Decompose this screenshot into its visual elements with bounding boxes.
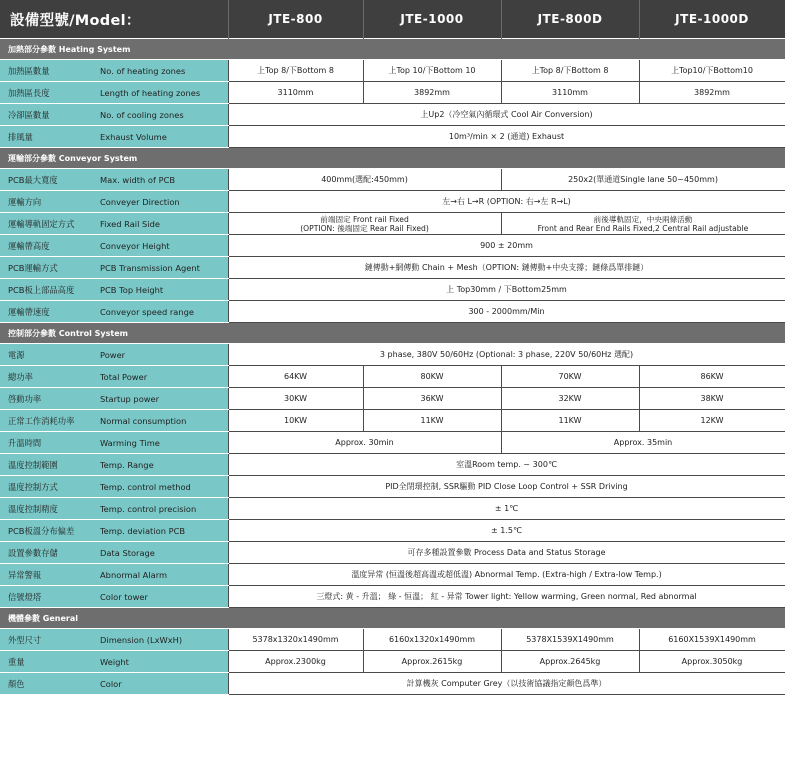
spec-row — [0, 213, 785, 235]
spec-row — [0, 542, 785, 564]
spec-value: 上Top 10/下Bottom 10 — [363, 60, 501, 82]
spec-value: 三燈式: 黄 - 升溫； 綠 - 恒溫； 紅 - 异常 Tower light: Yellow warming, Green normal, Red abnormal — [228, 586, 785, 608]
spec-row — [0, 126, 785, 148]
spec-value: 上Top 8/下Bottom 8 — [501, 60, 639, 82]
param-name-en: Normal consumption — [98, 410, 228, 432]
param-name-zh: 總功率 — [0, 366, 98, 388]
section-header — [0, 39, 785, 60]
spec-row — [0, 410, 785, 432]
param-name-en: Warming Time — [98, 432, 228, 454]
spec-value-line: Front and Rear End Rails Fixed,2 Central Rail adjustable — [537, 223, 749, 233]
param-name-zh: PCB運輸方式 — [0, 257, 98, 279]
spec-value: 38KW — [639, 388, 785, 410]
spec-row — [0, 344, 785, 366]
spec-value: 11KW — [501, 410, 639, 432]
spec-row — [0, 520, 785, 542]
spec-value: 30KW — [228, 388, 363, 410]
param-name-zh: 溫度控制範圍 — [0, 454, 98, 476]
spec-value: 36KW — [363, 388, 501, 410]
spec-value: 10KW — [228, 410, 363, 432]
param-name-zh: 加熱區長度 — [0, 82, 98, 104]
param-name-zh: 溫度控制精度 — [0, 498, 98, 520]
param-name-zh: 運輸帶高度 — [0, 235, 98, 257]
model-jte-1000: JTE-1000 — [363, 0, 501, 39]
param-name-en: Power — [98, 344, 228, 366]
param-name-zh: 排風量 — [0, 126, 98, 148]
spec-value: Approx.2300kg — [228, 651, 363, 673]
spec-value: 5378x1320x1490mm — [228, 629, 363, 651]
spec-value: 3892mm — [639, 82, 785, 104]
spec-value: 6160X1539X1490mm — [639, 629, 785, 651]
spec-value: 計算機灰 Computer Grey（以技術協議指定顏色爲準） — [228, 673, 785, 695]
param-name-en: No. of heating zones — [98, 60, 228, 82]
section-title: 控制部分參數 Control System — [0, 323, 785, 344]
section-header — [0, 323, 785, 344]
param-name-zh: 運輸導軌固定方式 — [0, 213, 98, 235]
spec-row — [0, 279, 785, 301]
spec-value: 可存多種設置參數 Process Data and Status Storage — [228, 542, 785, 564]
spec-value: Approx. 30min — [228, 432, 501, 454]
spec-value: 3110mm — [228, 82, 363, 104]
param-name-zh: PCB板上部品高度 — [0, 279, 98, 301]
spec-value-line: 前端固定 Front rail Fixed — [320, 214, 409, 224]
param-name-en: Temp. control precision — [98, 498, 228, 520]
param-name-zh: 外型尺寸 — [0, 629, 98, 651]
param-name-en: Total Power — [98, 366, 228, 388]
spec-value: ± 1℃ — [228, 498, 785, 520]
spec-value: 6160x1320x1490mm — [363, 629, 501, 651]
param-name-en: Temp. deviation PCB — [98, 520, 228, 542]
spec-value: 80KW — [363, 366, 501, 388]
spec-row — [0, 60, 785, 82]
spec-row — [0, 432, 785, 454]
spec-value-line: (OPTION: 後端固定 Rear Rail Fixed) — [300, 223, 429, 233]
param-name-en: Exhaust Volume — [98, 126, 228, 148]
spec-row — [0, 104, 785, 126]
param-name-zh: 顏色 — [0, 673, 98, 695]
param-name-zh: 啓動功率 — [0, 388, 98, 410]
param-name-zh: 溫度控制方式 — [0, 476, 98, 498]
model-label: 設備型號/Model： — [0, 0, 228, 39]
spec-value: 3 phase, 380V 50/60Hz (Optional: 3 phase, 220V 50/60Hz 選配) — [228, 344, 785, 366]
spec-row — [0, 301, 785, 323]
param-name-zh: 冷卻區數量 — [0, 104, 98, 126]
param-name-en: Max. width of PCB — [98, 169, 228, 191]
spec-value: 上Up2（冷空氣內循環式 Cool Air Conversion) — [228, 104, 785, 126]
spec-row — [0, 388, 785, 410]
spec-value: 上Top10/下Bottom10 — [639, 60, 785, 82]
param-name-en: Data Storage — [98, 542, 228, 564]
param-name-en: Fixed Rail Side — [98, 213, 228, 235]
section-title: 加熱部分參數 Heating System — [0, 39, 785, 60]
param-name-zh: 正常工作消耗功率 — [0, 410, 98, 432]
spec-value: 左→右 L→R (OPTION: 右→左 R→L) — [228, 191, 785, 213]
spec-row — [0, 629, 785, 651]
param-name-en: Startup power — [98, 388, 228, 410]
param-name-en: Color tower — [98, 586, 228, 608]
spec-row — [0, 169, 785, 191]
spec-value: 12KW — [639, 410, 785, 432]
spec-value: 900 ± 20mm — [228, 235, 785, 257]
section-title: 機體參數 General — [0, 608, 785, 629]
spec-value: 3110mm — [501, 82, 639, 104]
section-title: 運輸部分參數 Conveyor System — [0, 148, 785, 169]
param-name-zh: 加熱區數量 — [0, 60, 98, 82]
spec-row — [0, 651, 785, 673]
spec-value: Approx.2615kg — [363, 651, 501, 673]
param-name-zh: PCB板溫分布偏差 — [0, 520, 98, 542]
param-name-en: Abnormal Alarm — [98, 564, 228, 586]
spec-row — [0, 235, 785, 257]
spec-value: 上 Top30mm / 下Bottom25mm — [228, 279, 785, 301]
param-name-en: PCB Transmission Agent — [98, 257, 228, 279]
spec-value: 10m³/min × 2 (通道) Exhaust — [228, 126, 785, 148]
param-name-en: Temp. Range — [98, 454, 228, 476]
spec-value: 上Top 8/下Bottom 8 — [228, 60, 363, 82]
spec-value: Approx. 35min — [501, 432, 785, 454]
spec-value: 32KW — [501, 388, 639, 410]
spec-row — [0, 191, 785, 213]
spec-value: ± 1.5℃ — [228, 520, 785, 542]
spec-row — [0, 366, 785, 388]
param-name-en: PCB Top Height — [98, 279, 228, 301]
param-name-zh: 設置參數存儲 — [0, 542, 98, 564]
param-name-en: Dimension (LxWxH) — [98, 629, 228, 651]
param-name-zh: 升溫時間 — [0, 432, 98, 454]
spec-row — [0, 586, 785, 608]
spec-value: 64KW — [228, 366, 363, 388]
param-name-en: Color — [98, 673, 228, 695]
spec-value: 86KW — [639, 366, 785, 388]
spec-row — [0, 454, 785, 476]
section-header — [0, 148, 785, 169]
param-name-zh: 運輸帶速度 — [0, 301, 98, 323]
spec-value: Approx.3050kg — [639, 651, 785, 673]
param-name-en: Conveyor Height — [98, 235, 228, 257]
param-name-zh: 异常警報 — [0, 564, 98, 586]
param-name-en: Conveyer Direction — [98, 191, 228, 213]
spec-row — [0, 564, 785, 586]
spec-value: 室溫Room temp. ~ 300℃ — [228, 454, 785, 476]
spec-value: PID全閉環控制, SSR驅動 PID Close Loop Control + SSR Driving — [228, 476, 785, 498]
spec-value: 11KW — [363, 410, 501, 432]
header-row — [0, 0, 785, 39]
section-header — [0, 608, 785, 629]
spec-value: Approx.2645kg — [501, 651, 639, 673]
model-jte-800d: JTE-800D — [501, 0, 639, 39]
spec-body — [0, 39, 785, 695]
spec-value: 鏈傳動+網傳動 Chain + Mesh（OPTION: 鏈傳動+中央支撐；鏈條爲單排鏈） — [228, 257, 785, 279]
model-jte-800: JTE-800 — [228, 0, 363, 39]
param-name-en: Weight — [98, 651, 228, 673]
spec-value: 5378X1539X1490mm — [501, 629, 639, 651]
spec-value: 溫度异常 (恒溫後超高溫或超低溫) Abnormal Temp. (Extra-high / Extra-low Temp.) — [228, 564, 785, 586]
param-name-en: No. of cooling zones — [98, 104, 228, 126]
spec-value: 70KW — [501, 366, 639, 388]
param-name-zh: 重量 — [0, 651, 98, 673]
param-name-en: Conveyor speed range — [98, 301, 228, 323]
spec-value: 300 - 2000mm/Min — [228, 301, 785, 323]
param-name-en: Length of heating zones — [98, 82, 228, 104]
param-name-zh: 運輸方向 — [0, 191, 98, 213]
spec-value — [228, 213, 501, 235]
spec-row — [0, 257, 785, 279]
spec-value: 3892mm — [363, 82, 501, 104]
spec-value: 250x2(單通道Single lane 50~450mm) — [501, 169, 785, 191]
spec-row — [0, 673, 785, 695]
spec-row — [0, 82, 785, 104]
spec-row — [0, 498, 785, 520]
spec-value-line: 前後導軌固定，中央兩條活動 — [593, 214, 693, 224]
param-name-zh: 信號燈塔 — [0, 586, 98, 608]
param-name-zh: PCB最大寬度 — [0, 169, 98, 191]
spec-row — [0, 476, 785, 498]
spec-value: 400mm(選配:450mm) — [228, 169, 501, 191]
spec-value — [501, 213, 785, 235]
param-name-zh: 電源 — [0, 344, 98, 366]
model-jte-1000d: JTE-1000D — [639, 0, 785, 39]
param-name-en: Temp. control method — [98, 476, 228, 498]
